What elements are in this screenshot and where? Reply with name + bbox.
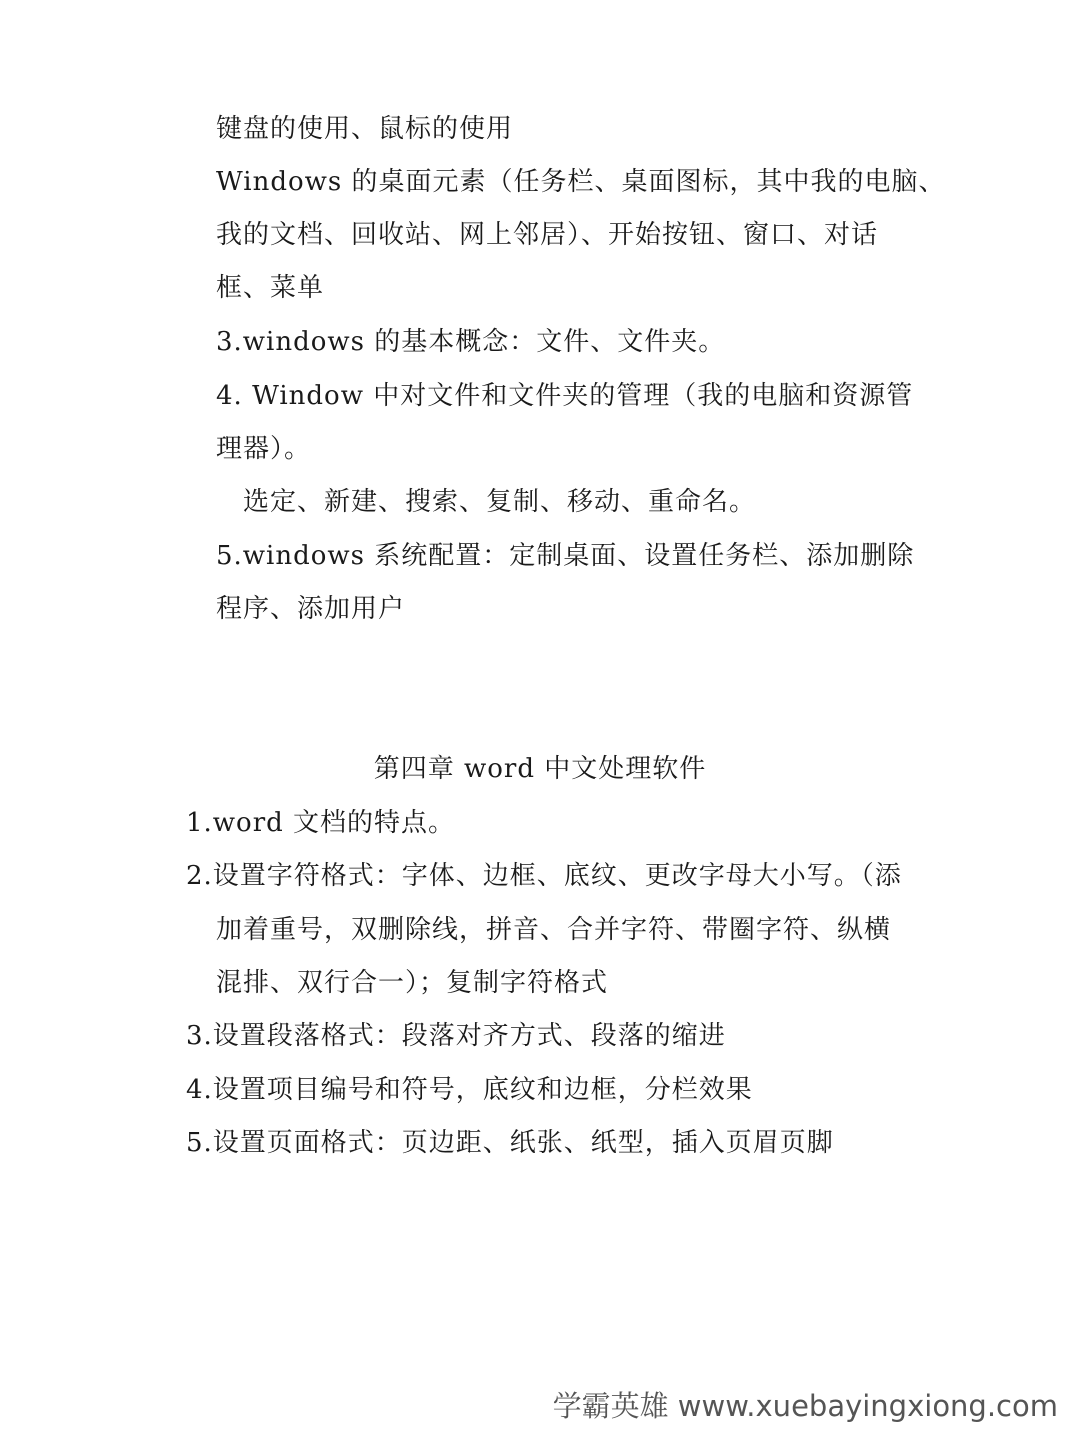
text-line: 框、菜单 bbox=[216, 273, 325, 303]
text-line: 选定、新建、搜索、复制、移动、重命名。 bbox=[243, 487, 757, 517]
list-item: 3.设置段落格式：段落对齐方式、段落的缩进 bbox=[186, 1021, 726, 1051]
text-line: 4. Window 中对文件和文件夹的管理（我的电脑和资源管 bbox=[216, 381, 914, 411]
text-line: 键盘的使用、鼠标的使用 bbox=[216, 114, 514, 144]
text-line: 理器）。 bbox=[216, 434, 312, 464]
text-line: 3.windows 的基本概念：文件、文件夹。 bbox=[216, 327, 726, 357]
list-item: 2.设置字符格式：字体、边框、底纹、更改字母大小写。（添 bbox=[186, 861, 902, 891]
list-item-continuation: 混排、双行合一）；复制字符格式 bbox=[216, 968, 609, 998]
watermark: 学霸英雄 www.xuebayingxiong.com bbox=[552, 1389, 1058, 1423]
text-line: Windows 的桌面元素（任务栏、桌面图标，其中我的电脑、 bbox=[216, 167, 946, 197]
text-line: 程序、添加用户 bbox=[216, 594, 406, 624]
list-item: 4.设置项目编号和符号，底纹和边框，分栏效果 bbox=[186, 1075, 753, 1105]
list-item: 5.设置页面格式：页边距、纸张、纸型，插入页眉页脚 bbox=[186, 1128, 834, 1158]
text-line: 5.windows 系统配置：定制桌面、设置任务栏、添加删除 bbox=[216, 541, 915, 571]
list-item: 1.word 文档的特点。 bbox=[186, 808, 456, 838]
chapter-heading: 第四章 word 中文处理软件 bbox=[373, 754, 707, 784]
list-item-continuation: 加着重号，双删除线，拼音、合并字符、带圈字符、纵横 bbox=[216, 915, 892, 945]
text-line: 我的文档、回收站、网上邻居）、开始按钮、窗口、对话 bbox=[216, 220, 879, 250]
